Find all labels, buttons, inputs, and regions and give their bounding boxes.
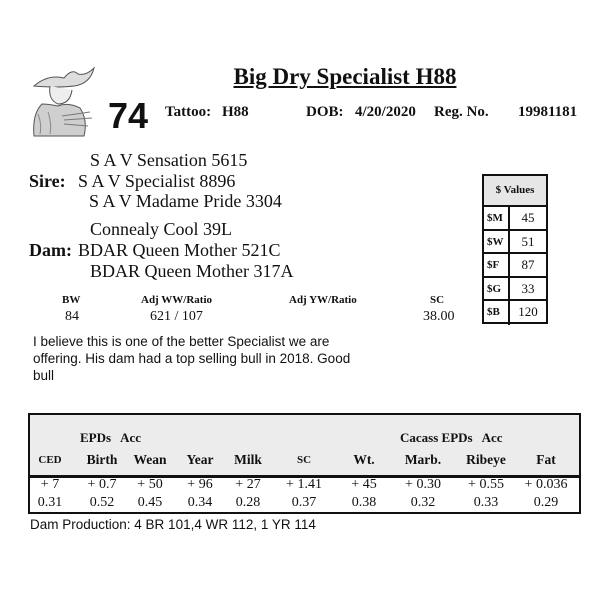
dollar-value: 51	[521, 233, 535, 249]
sire-dam: S A V Madame Pride 3304	[89, 191, 282, 211]
epd-accuracy: 0.34	[187, 495, 213, 510]
epd-column-header: Marb.	[404, 452, 442, 467]
dollar-row	[484, 301, 546, 325]
epd-column-header: Birth	[86, 452, 118, 467]
epd-value: + 1.41	[286, 477, 322, 492]
epd-accuracy: 0.31	[37, 495, 63, 510]
epd-column-header: Wean	[133, 452, 167, 467]
dollar-key: $F	[484, 254, 510, 276]
epd-value: + 0.55	[468, 477, 504, 492]
reg-value: 19981181	[518, 104, 578, 120]
lot-number: 74	[108, 95, 149, 136]
ww-label: Adj WW/Ratio	[141, 294, 212, 306]
tattoo-label: Tattoo:	[165, 104, 212, 120]
epd-column-header: Fat	[536, 452, 556, 467]
epd-column-header: Ribeye	[466, 452, 506, 467]
epd-column-header: SC	[296, 454, 312, 466]
epd-accuracy: 0.32	[410, 495, 436, 510]
yw-label: Adj YW/Ratio	[289, 294, 357, 306]
dollar-key: $W	[484, 231, 510, 253]
epd-table	[28, 413, 581, 514]
dob-label: DOB:	[306, 104, 344, 120]
epd-accuracy: 0.29	[533, 495, 559, 510]
epd-value: + 0.7	[87, 477, 117, 492]
dollar-row	[484, 254, 546, 278]
epd-value: + 27	[235, 477, 261, 492]
dam-label: Dam:	[29, 240, 72, 260]
epd-column-header: Milk	[234, 452, 262, 467]
ww-value: 621 / 107	[150, 309, 203, 324]
dam-sire: Connealy Cool 39L	[90, 219, 232, 239]
epd-value: + 96	[187, 477, 213, 492]
comment-text: I believe this is one of the better Specialist we are offering. His dam had a top selling bull in 2018. Good bull	[33, 334, 351, 383]
dollar-values-title: $ Values	[484, 176, 546, 207]
epd-group-label: EPDs Acc	[80, 430, 142, 445]
dollar-value: 45	[521, 210, 535, 225]
epd-value: + 0.036	[524, 477, 568, 492]
epd-value: + 0.30	[405, 477, 441, 492]
reg-label: Reg. No.	[434, 104, 489, 120]
dollar-value: 120	[518, 304, 538, 319]
carcass-group-label: Cacass EPDs Acc	[400, 430, 503, 445]
dam-name: BDAR Queen Mother 521C	[78, 240, 281, 260]
dollar-key: $G	[484, 278, 510, 300]
epd-column-header: CED	[38, 454, 62, 466]
epd-accuracy: 0.38	[351, 495, 377, 510]
dollar-row	[484, 207, 546, 231]
epd-accuracy: 0.52	[89, 495, 115, 510]
dam-dam: BDAR Queen Mother 317A	[90, 261, 294, 281]
dollar-key: $B	[484, 301, 510, 325]
epd-accuracy: 0.37	[291, 495, 317, 510]
epd-accuracy: 0.33	[473, 495, 499, 510]
dollar-key: $M	[484, 207, 510, 229]
sc-value: 38.00	[423, 309, 455, 324]
dollar-value: 87	[521, 257, 535, 272]
epd-accuracy: 0.45	[137, 495, 163, 510]
dollar-row	[484, 278, 546, 302]
bw-value: 84	[65, 309, 79, 324]
sire-sire: S A V Sensation 5615	[90, 150, 248, 170]
dollar-values-table	[482, 174, 548, 324]
tattoo-value: H88	[222, 104, 249, 120]
dam-production: Dam Production: 4 BR 101,4 WR 112, 1 YR 114	[30, 517, 316, 532]
dollar-value: 33	[521, 280, 535, 296]
dollar-row	[484, 231, 546, 255]
epd-accuracy: 0.28	[235, 495, 261, 510]
sire-label: Sire:	[29, 171, 66, 191]
epd-column-header: Year	[186, 452, 214, 467]
dob-value: 4/20/2020	[355, 104, 416, 120]
sire-name: S A V Specialist 8896	[78, 171, 236, 191]
bw-label: BW	[62, 294, 81, 306]
sc-label: SC	[430, 294, 445, 306]
epd-value: + 50	[137, 477, 163, 492]
animal-title: Big Dry Specialist H88	[233, 64, 457, 89]
epd-value: + 45	[351, 477, 377, 492]
epd-value: + 7	[40, 477, 60, 492]
epd-column-header: Wt.	[353, 452, 375, 467]
epd-header-band	[30, 415, 579, 478]
